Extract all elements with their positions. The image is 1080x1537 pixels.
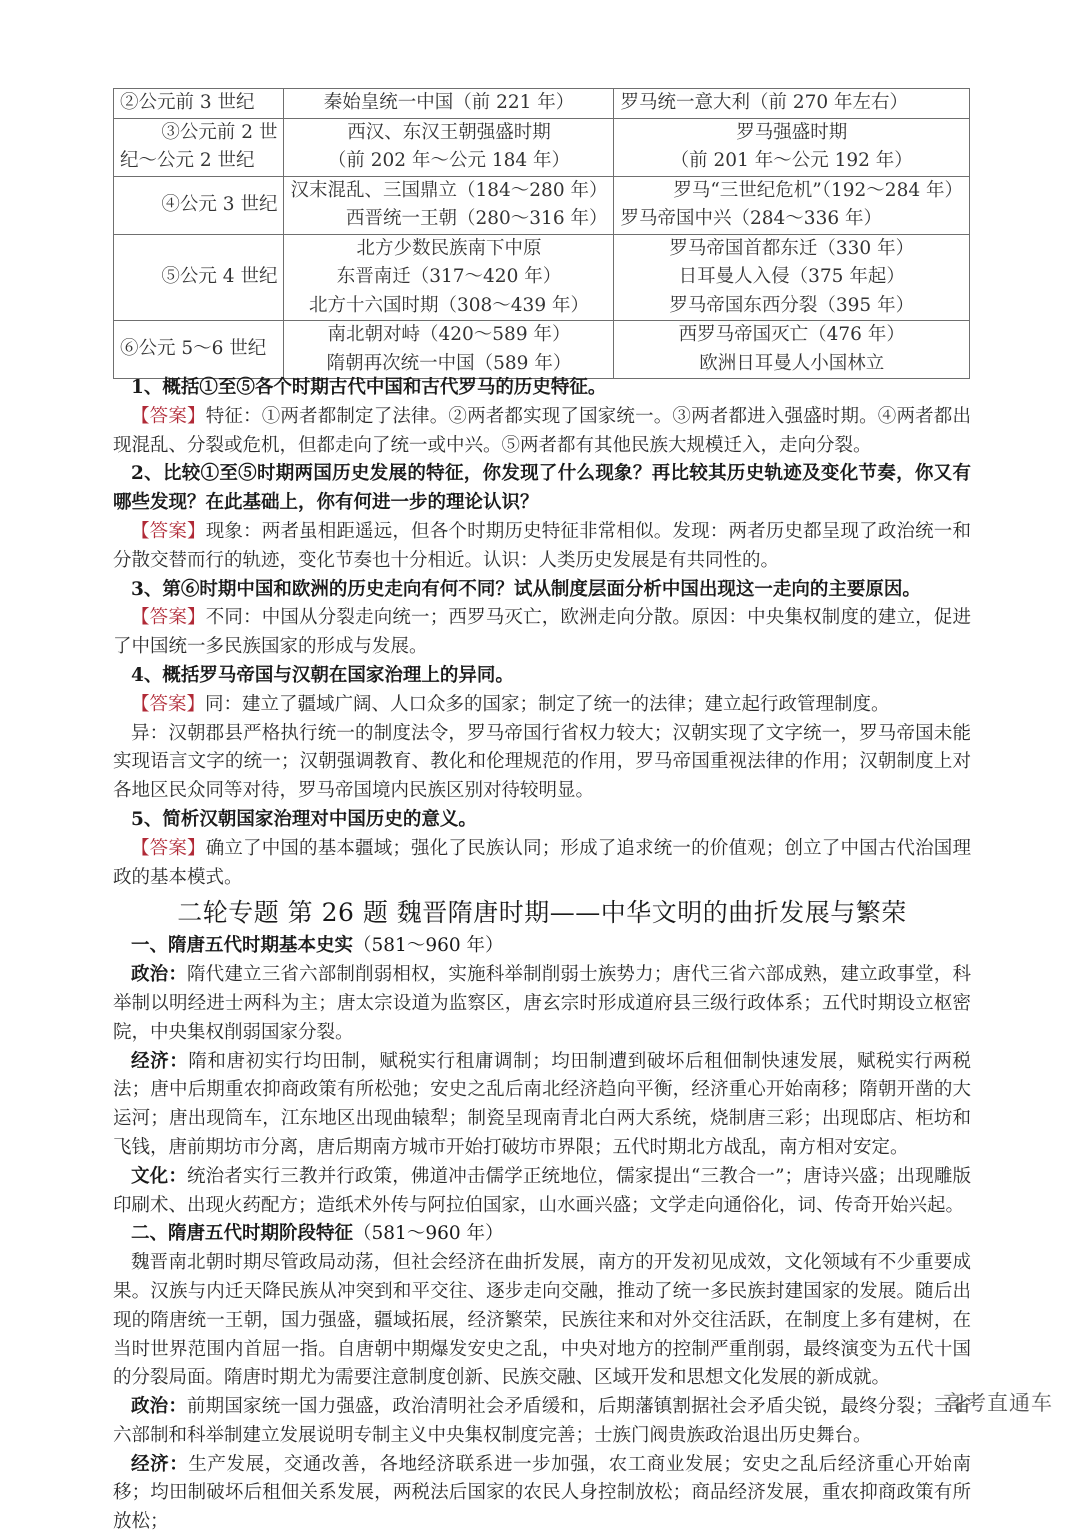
answer-1: 【答案】特征：①两者都制定了法律。②两者都实现了国家统一。③两者都进入强盛时期。④两者都出现混乱、分裂或危机，但都走向了统一或中兴。⑤两者都有其他民族大规模迁入，走向分裂。 <box>113 405 971 456</box>
section-2-intro: 魏晋南北朝时期尽管政局动荡，但社会经济在曲折发展，南方的开发初见成效，文化领域有不少重要成果。汉族与内迁天降民族从冲突到和平交往、逐步走向交融，推动了统一多民族封建国家的发展。随后出现的隋唐统一王朝，国力强盛，疆域拓展，经济繁荣，民族往来和对外交往活跃，在制度上多有建树，在当时世界范围内首屈一指。自唐朝中期爆发安史之乱，中央对地方的控制严重削弱，最终演变为五代十国的分裂局面。隋唐时期尤为需要注意制度创新、民族交融、区域开发和思想文化发展的新成就。 <box>113 1252 971 1389</box>
section-1-culture: 文化：统治者实行三教并行政策，佛道冲击儒学正统地位，儒家提出“三教合一”；唐诗兴盛；出现雕版印刷术、出现火药配方；造纸术外传与阿拉伯国家，山水画兴盛；文学走向通俗化，词、传奇开始兴起。 <box>113 1165 971 1216</box>
section-1-economy: 经济：隋和唐初实行均田制，赋税实行租庸调制；均田制遭到破坏后租佃制快速发展，赋税实行两税法；唐中后期重农抑商政策有所松弛；安史之乱后南北经济趋向平衡，经济重心开始南移；隋朝开凿的大运河；唐出现筒车，江东地区出现曲辕犁；制瓷呈现南青北白两大系统，烧制唐三彩；出现邸店、柜坊和飞钱，唐前期坊市分离，唐后期南方城市开始打破坊市界限；五代时期北方战乱，南方相对安定。 <box>113 1050 971 1158</box>
period-cell: ③公元前 2 世 纪～公元 2 世纪 <box>114 118 284 176</box>
topic-title: 二轮专题 第 26 题 魏晋隋唐时期——中华文明的曲折发展与繁荣 <box>177 898 907 928</box>
table-row <box>114 176 970 234</box>
document-body <box>113 374 971 1537</box>
question-2: 2、比较①至⑤时期两国历史发展的特征，你发现了什么现象？再比较其历史轨迹及变化节奏，你又有哪些发现？在此基础上，你有何进一步的理论认识？ <box>113 463 971 514</box>
period-cell: ⑤公元 4 世纪 <box>114 234 284 321</box>
answer-tag: 【答案】 <box>131 405 206 427</box>
china-cell: 秦始皇统一中国（前 221 年） <box>284 89 614 119</box>
answer-2: 【答案】现象：两者虽相距遥远，但各个时期历史特征非常相似。发现：两者历史都呈现了政治统一和分散交替而行的轨迹，变化节奏也十分相近。认识：人类历史发展是有共同性的。 <box>113 520 971 571</box>
answer-5: 【答案】确立了中国的基本疆域；强化了民族认同；形成了追求统一的价值观；创立了中国古代治国理政的基本模式。 <box>113 837 971 888</box>
table-row <box>114 118 970 176</box>
period-cell: ②公元前 3 世纪 <box>114 89 284 119</box>
answer-tag: 【答案】 <box>131 693 206 715</box>
section-1-heading: 一、隋唐五代时期基本史实（581～960 年） <box>131 935 504 957</box>
rome-cell: 罗马强盛时期 （前 201 年～公元 192 年） <box>614 118 970 176</box>
section-2-politics: 政治：前期国家统一国力强盛，政治清明社会矛盾缓和，后期藩镇割据社会矛盾尖锐，最终分裂；三省六部制和科举制建立发展说明专制主义中央集权制度完善；士族门阀贵族政治退出历史舞台。 <box>113 1396 971 1446</box>
rome-cell: 罗马统一意大利（前 270 年左右） <box>614 89 970 119</box>
rome-cell: 西罗马帝国灭亡（476 年） 欧洲日耳曼人小国林立 <box>614 321 970 379</box>
china-cell: 南北朝对峙（420～589 年） 隋朝再次统一中国（589 年） <box>284 321 614 379</box>
question-4: 4、概括罗马帝国与汉朝在国家治理上的异同。 <box>131 664 514 686</box>
china-cell: 北方少数民族南下中原 东晋南迁（317～420 年） 北方十六国时期（308～439 年） <box>284 234 614 321</box>
answer-3: 【答案】不同：中国从分裂走向统一；西罗马灭亡，欧洲走向分散。原因：中央集权制度的建立，促进了中国统一多民族国家的形成与发展。 <box>113 607 971 658</box>
question-5: 5、简析汉朝国家治理对中国历史的意义。 <box>131 808 477 830</box>
table-row <box>114 321 970 379</box>
watermark: 高考直通车 <box>943 1391 1053 1415</box>
period-cell: ④公元 3 世纪 <box>114 176 284 234</box>
china-cell: 西汉、东汉王朝强盛时期 （前 202 年～公元 184 年） <box>284 118 614 176</box>
table-row <box>114 234 970 321</box>
section-2-heading: 二、隋唐五代时期阶段特征（581～960 年） <box>131 1223 504 1245</box>
answer-4-similarities: 【答案】同：建立了疆域广阔、人口众多的国家；制定了统一的法律；建立起行政管理制度。 <box>131 693 890 715</box>
table-row <box>114 89 970 119</box>
answer-tag: 【答案】 <box>131 520 206 542</box>
history-comparison-table <box>113 88 970 379</box>
question-1: 1、概括①至⑤各个时期古代中国和古代罗马的历史特征。 <box>131 377 607 398</box>
china-cell: 汉末混乱、三国鼎立（184～280 年） 西晋统一王朝（280～316 年） <box>284 176 614 234</box>
answer-tag: 【答案】 <box>131 607 206 629</box>
section-2-economy: 经济：生产发展，交通改善，各地经济联系进一步加强，农工商业发展；安史之乱后经济重心开始南移；均田制破坏后租佃关系发展，两税法后国家的农民人身控制放松；商品经济发展，重农抑商政策有所放松； <box>113 1453 971 1533</box>
section-1-politics: 政治：隋代建立三省六部制削弱相权，实施科举制削弱士族势力；唐代三省六部成熟，建立政事堂，科举制以明经进士两科为主；唐太宗设道为监察区，唐玄宗时形成道府县三级行政体系；五代时期设立枢密院，中央集权削弱国家分裂。 <box>113 964 971 1043</box>
rome-cell: 罗马帝国首都东迁（330 年） 日耳曼人入侵（375 年起） 罗马帝国东西分裂（395 年） <box>614 234 970 321</box>
rome-cell: 罗马“三世纪危机”（192～284 年） 罗马帝国中兴（284～336 年） <box>614 176 970 234</box>
question-3: 3、第⑥时期中国和欧洲的历史走向有何不同？试从制度层面分析中国出现这一走向的主要原因。 <box>131 578 921 600</box>
period-cell: ⑥公元 5～6 世纪 <box>114 321 284 379</box>
answer-4-differences: 异：汉朝郡县严格执行统一的制度法令，罗马帝国行省权力较大；汉朝实现了文字统一，罗马帝国未能实现语言文字的统一；汉朝强调教育、教化和伦理规范的作用，罗马帝国重视法律的作用；汉朝制度上对各地区民众同等对待，罗马帝国境内民族区别对待较明显。 <box>113 722 971 802</box>
answer-tag: 【答案】 <box>131 837 206 859</box>
